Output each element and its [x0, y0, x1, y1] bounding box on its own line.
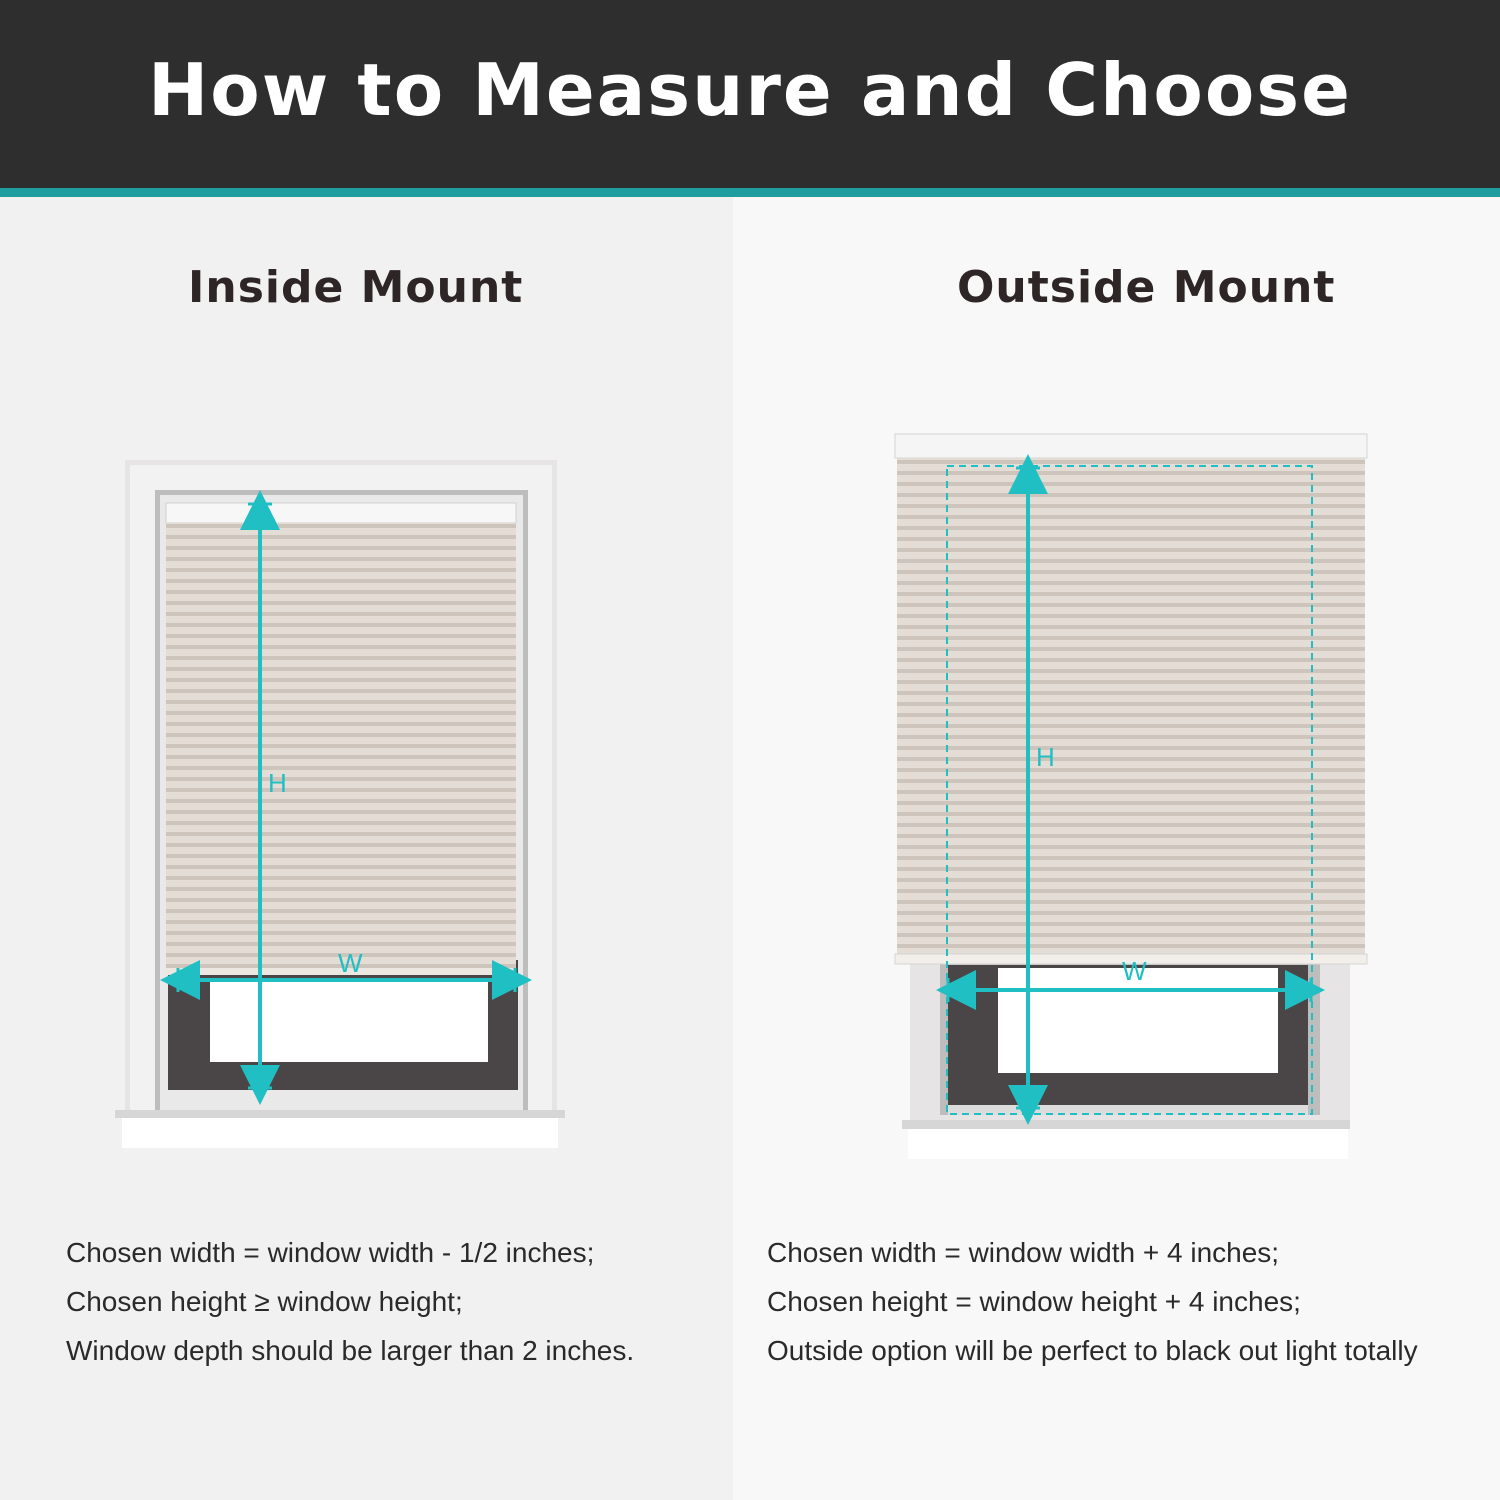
- page-title: How to Measure and Choose: [147, 48, 1352, 132]
- width-label: W: [338, 948, 363, 978]
- inside-note-height: Chosen height ≥ window height;: [66, 1286, 463, 1317]
- blind-headrail: [166, 503, 516, 523]
- inside-mount-notes: [66, 1228, 634, 1375]
- header-accent-stripe: [0, 188, 1500, 197]
- window-sill: [902, 1120, 1350, 1129]
- height-label: H: [268, 768, 287, 798]
- outside-mount-notes: [767, 1228, 1418, 1375]
- outside-note-height: Chosen height = window height + 4 inches;: [767, 1286, 1301, 1317]
- inside-note-width: Chosen width = window width - 1/2 inches;: [66, 1237, 595, 1268]
- inside-mount-title: Inside Mount: [188, 262, 524, 313]
- height-label: H: [1036, 742, 1055, 772]
- pleated-shade: [166, 523, 516, 971]
- pleated-shade: [897, 458, 1365, 956]
- outside-mount-illustration: [880, 420, 1380, 1180]
- outside-mount-title: Outside Mount: [957, 262, 1336, 313]
- inside-note-depth: Window depth should be larger than 2 inches.: [66, 1335, 635, 1366]
- outside-note-blackout: Outside option will be perfect to black out light totally: [767, 1335, 1418, 1366]
- blind-headrail: [895, 434, 1367, 458]
- width-label: W: [1122, 956, 1147, 986]
- inside-mount-illustration: [100, 440, 580, 1160]
- outside-note-width: Chosen width = window width + 4 inches;: [767, 1237, 1280, 1268]
- window-sill: [115, 1110, 565, 1118]
